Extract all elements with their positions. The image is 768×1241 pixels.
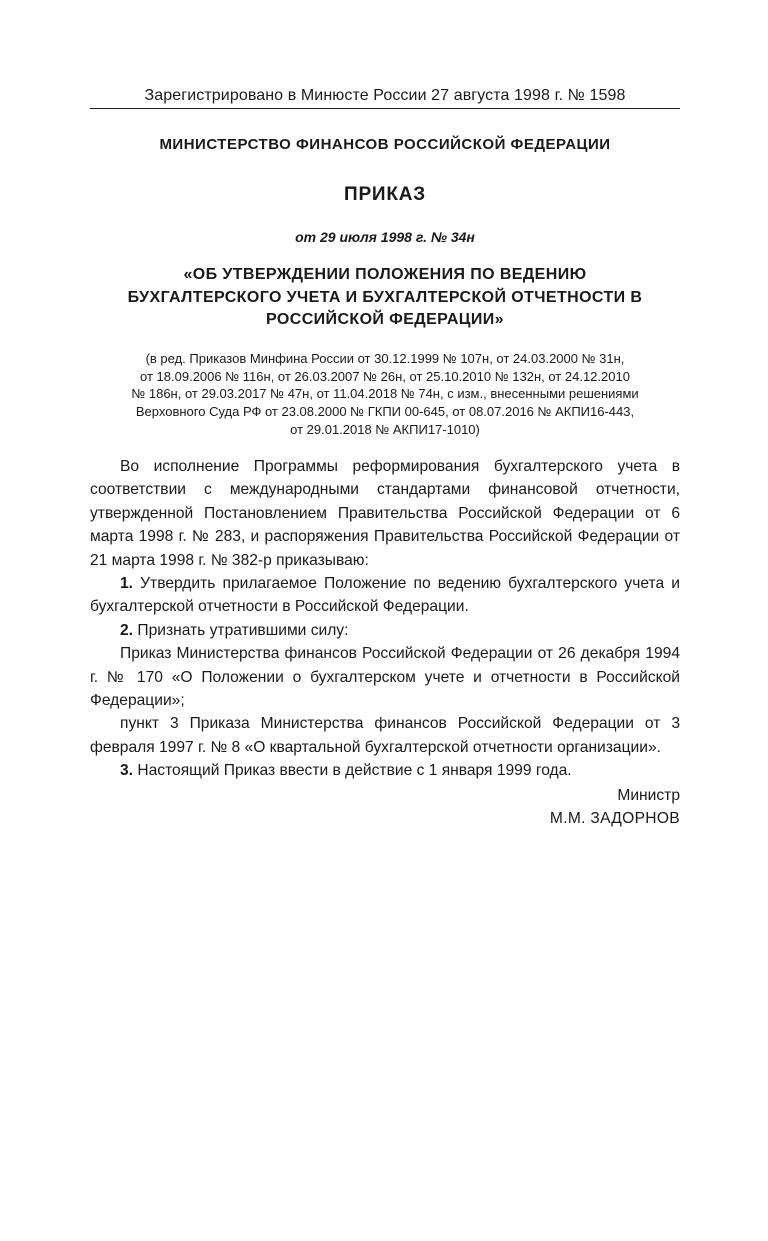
item-number: 1. — [120, 575, 134, 593]
item-text: Настоящий Приказ ввести в действие с 1 января 1999 года. — [137, 762, 572, 780]
amendments-note: (в ред. Приказов Минфина России от 30.12.1999 № 107н, от 24.03.2000 № 31н, от 18.09.2006 № 116н, от 26.03.2007 № 26н, от 25.10.2010 № 132н, от 24.12.2010 № 186н, от 29.03.2017 № 47н, от 11.04.2018 № 74н, с изм., внесенными решениями Верховного Суда РФ от 23.08.2000 № ГКПИ 00-645, от 08.07.2016 № АКПИ16-443, от 29.01.2018 № АКПИ17-1010) — [131, 351, 639, 437]
item-number: 3. — [120, 762, 134, 780]
document-body — [90, 455, 680, 783]
item-2-sub-1: Приказ Министерства финансов Российской Федерации от 26 декабря 1994 г. № 170 «О Положении о бухгалтерском учете и отчетности в Российской Федерации»; — [90, 645, 680, 710]
signatory-name: М.М. ЗАДОРНОВ — [549, 810, 680, 827]
document-heading: «ОБ УТВЕРЖДЕНИИ ПОЛОЖЕНИЯ ПО ВЕДЕНИЮ БУХГАЛТЕРСКОГО УЧЕТА И БУХГАЛТЕРСКОЙ ОТЧЕТНОСТИ В РОССИЙСКОЙ ФЕДЕРАЦИИ» — [127, 266, 643, 328]
registration-note: Зарегистрировано в Минюсте России 27 августа 1998 г. № 1598 — [144, 87, 626, 104]
item-2 — [90, 619, 680, 642]
signatory-title: Министр — [617, 787, 680, 804]
item-2-sub-2: пункт 3 Приказа Министерства финансов Российской Федерации от 3 февраля 1997 г. № 8 «О квартальной бухгалтерской отчетности организации». — [90, 715, 680, 756]
item-text: Признать утратившими силу: — [137, 621, 349, 639]
document-date: от 29 июля 1998 г. № 34н — [295, 229, 475, 245]
item-3 — [90, 759, 680, 782]
document-type: ПРИКАЗ — [343, 184, 426, 205]
ministry-name: МИНИСТЕРСТВО ФИНАНСОВ РОССИЙСКОЙ ФЕДЕРАЦИИ — [159, 136, 611, 153]
header-divider — [90, 108, 680, 109]
item-number: 2. — [120, 621, 134, 639]
intro-paragraph: Во исполнение Программы реформирования бухгалтерского учета в соответствии с международными стандартами финансовой отчетности, утвержденной Постановлением Правительства Российской Федерации от 6 марта 1998 г. № 283, и распоряжения Правительства Российской Федерации от 21 марта 1998 г. № 382-р приказываю: — [90, 458, 680, 569]
item-text: Утвердить прилагаемое Положение по ведению бухгалтерского учета и бухгалтерской отчетности в Российской Федерации. — [90, 575, 680, 616]
item-1 — [90, 572, 680, 619]
